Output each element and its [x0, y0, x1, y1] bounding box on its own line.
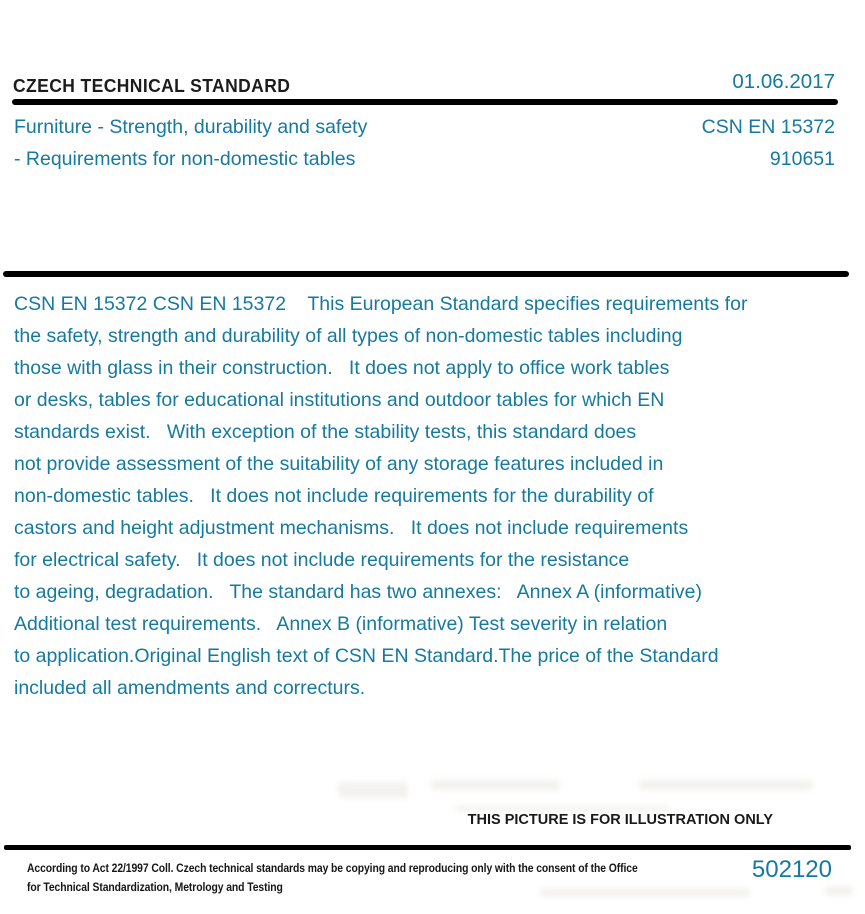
abstract-line: standards exist. With exception of the stability tests, this standard does — [14, 421, 637, 443]
watermark-smudge — [430, 780, 560, 790]
standard-title-line2: - Requirements for non-domestic tables — [14, 148, 356, 170]
footer-legal-line2: for Technical Standardization, Metrology and Testing — [27, 879, 283, 894]
abstract-text — [14, 288, 747, 704]
standard-class-number: 910651 — [769, 148, 835, 170]
watermark-smudge — [638, 780, 813, 790]
watermark-smudge — [455, 806, 670, 811]
standard-title-line1: Furniture - Strength, durability and safety — [14, 116, 368, 138]
abstract-line: to ageing, degradation. The standard has two annexes: Annex A (informative) — [14, 581, 702, 603]
abstract-line: for electrical safety. It does not include requirements for the resistance — [14, 549, 630, 571]
abstract-line: included all amendments and correcturs. — [14, 677, 366, 699]
standard-code: CSN EN 15372 — [701, 116, 835, 138]
abstract-line: CSN EN 15372 CSN EN 15372 This European Standard specifies requirements for — [14, 293, 748, 315]
footer-rule — [4, 845, 851, 850]
abstract-line: non-domestic tables. It does not include requirements for the durability of — [14, 485, 654, 507]
watermark-smudge — [825, 886, 853, 896]
header-rule — [12, 99, 838, 105]
abstract-line: to application.Original English text of CSN EN Standard.The price of the Standard — [14, 645, 719, 667]
footer-legal-line1: According to Act 22/1997 Coll. Czech technical standards may be copying and reproducing only with the consent of the Office — [27, 861, 638, 875]
page-title: CZECH TECHNICAL STANDARD — [13, 75, 291, 97]
abstract-line: or desks, tables for educational institutions and outdoor tables for which EN — [14, 389, 665, 411]
catalog-number: 502120 — [751, 856, 832, 883]
issue-date: 01.06.2017 — [732, 70, 835, 93]
abstract-line: not provide assessment of the suitability of any storage features included in — [14, 453, 664, 475]
abstract-line: castors and height adjustment mechanisms. It does not include requirements — [14, 517, 689, 539]
footer-legal — [27, 859, 638, 896]
abstract-rule — [3, 271, 849, 277]
illustration-notice: THIS PICTURE IS FOR ILLUSTRATION ONLY — [467, 812, 773, 828]
abstract-line: the safety, strength and durability of all types of non-domestic tables including — [14, 325, 683, 347]
watermark-smudge — [338, 782, 408, 798]
abstract-line: Additional test requirements. Annex B (informative) Test severity in relation — [14, 613, 668, 635]
abstract-line: those with glass in their construction. It does not apply to office work tables — [14, 357, 670, 379]
